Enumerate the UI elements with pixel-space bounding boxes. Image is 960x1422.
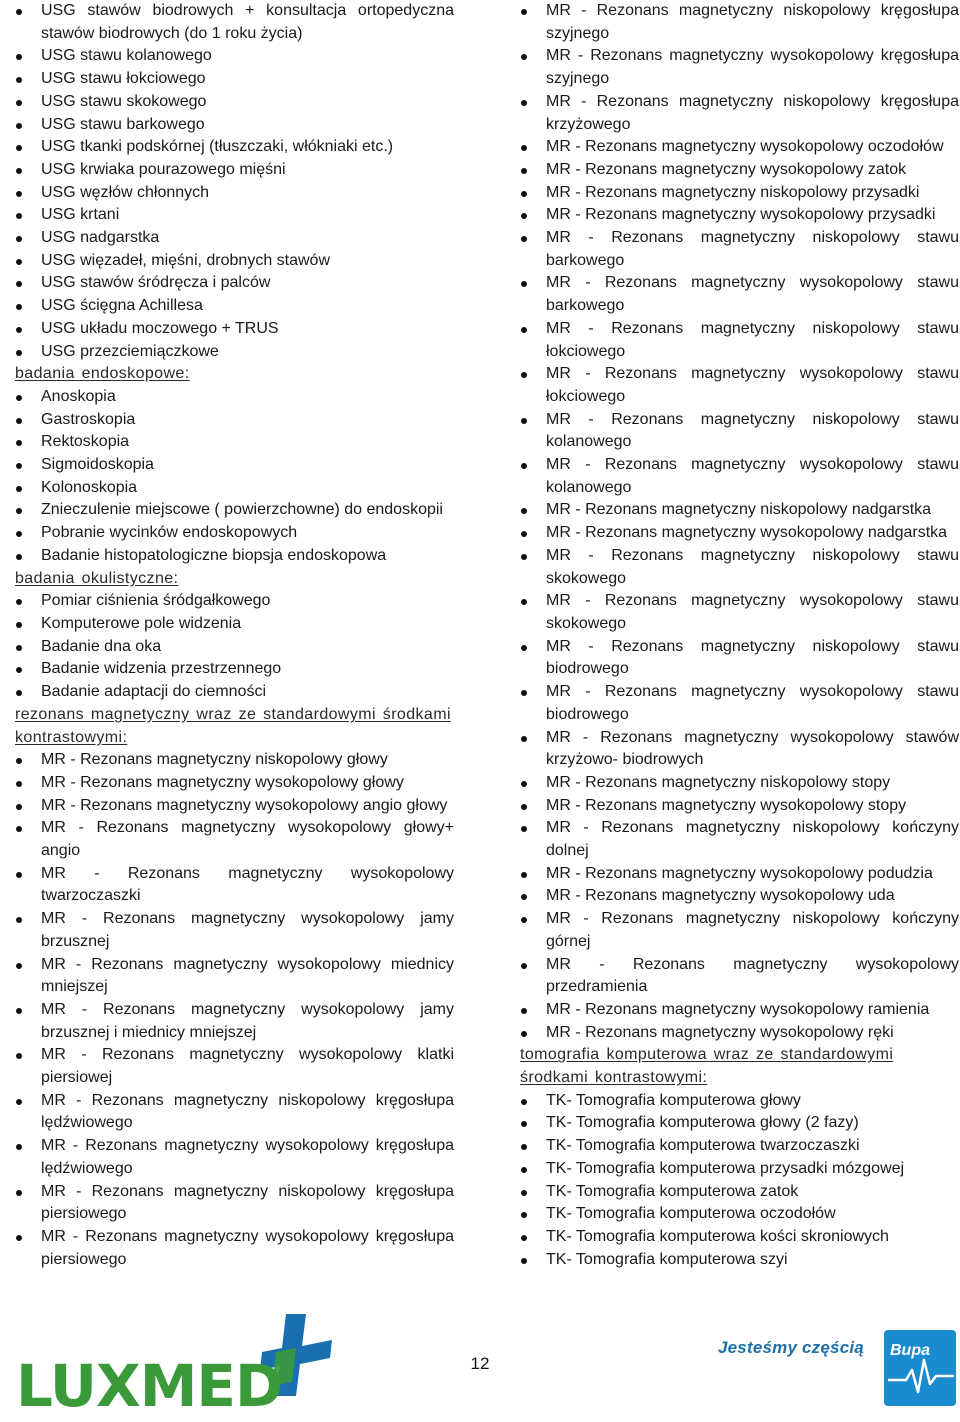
list-item: USG tkanki podskórnej (tłuszczaki, włókniaki etc.) [15,136,454,159]
list-item: USG krwiaka pourazowego mięśni [15,159,454,182]
ophthalmology-list [15,590,454,704]
list-item: MR - Rezonans magnetyczny niskopolowy stawu kolanowego [520,409,959,454]
list-item: Badanie adaptacji do ciemności [15,681,454,704]
list-item: MR - Rezonans magnetyczny wysokopolowy podudzia [520,863,959,886]
list-item: TK- Tomografia komputerowa twarzoczaszki [520,1135,959,1158]
list-item: MR - Rezonans magnetyczny niskopolowy głowy [15,749,454,772]
list-item: MR - Rezonans magnetyczny wysokopolowy zatok [520,159,959,182]
list-item: MR - Rezonans magnetyczny niskopolowy nadgarstka [520,499,959,522]
list-item: MR - Rezonans magnetyczny wysokopolowy kręgosłupa lędźwiowego [15,1135,454,1180]
list-item: TK- Tomografia komputerowa głowy [520,1090,959,1113]
list-item: USG stawów biodrowych + konsultacja ortopedyczna stawów biodrowych (do 1 roku życia) [15,0,454,45]
list-item: MR - Rezonans magnetyczny wysokopolowy stawu łokciowego [520,363,959,408]
list-item: MR - Rezonans magnetyczny niskopolowy stawu łokciowego [520,318,959,363]
left-column [15,0,454,1271]
list-item: MR - Rezonans magnetyczny wysokopolowy przysadki [520,204,959,227]
page-number: 12 [470,1354,490,1373]
list-item: MR - Rezonans magnetyczny wysokopolowy kręgosłupa piersiowego [15,1226,454,1271]
list-item: MR - Rezonans magnetyczny niskopolowy kręgosłupa lędźwiowego [15,1090,454,1135]
ct-list [520,1090,959,1272]
list-item: TK- Tomografia komputerowa przysadki mózgowej [520,1158,959,1181]
list-item: USG stawu kolanowego [15,45,454,68]
list-item: MR - Rezonans magnetyczny wysokopolowy kręgosłupa szyjnego [520,45,959,90]
list-item: USG krtani [15,204,454,227]
list-item: Rektoskopia [15,431,454,454]
list-item: USG układu moczowego + TRUS [15,318,454,341]
list-item: TK- Tomografia komputerowa oczodołów [520,1203,959,1226]
list-item: Badanie histopatologiczne biopsja endoskopowa [15,545,454,568]
list-item: USG węzłów chłonnych [15,182,454,205]
list-item: MR - Rezonans magnetyczny wysokopolowy stopy [520,795,959,818]
endoscopy-list [15,386,454,568]
bupa-logo [884,1330,956,1406]
list-item: MR - Rezonans magnetyczny wysokopolowy przedramienia [520,954,959,999]
list-item: MR - Rezonans magnetyczny wysokopolowy stawów krzyżowo- biodrowych [520,727,959,772]
list-item: Anoskopia [15,386,454,409]
list-item: MR - Rezonans magnetyczny wysokopolowy ramienia [520,999,959,1022]
right-column [520,0,959,1271]
list-item: MR - Rezonans magnetyczny wysokopolowy nadgarstka [520,522,959,545]
list-item: MR - Rezonans magnetyczny niskopolowy stawu barkowego [520,227,959,272]
list-item: Badanie dna oka [15,636,454,659]
list-item: Pobranie wycinków endoskopowych [15,522,454,545]
section-heading-endoscopy: badania endoskopowe: [15,365,190,383]
heartbeat-icon [884,1330,956,1406]
list-item: MR - Rezonans magnetyczny wysokopolowy klatki piersiowej [15,1044,454,1089]
list-item: MR - Rezonans magnetyczny wysokopolowy angio głowy [15,795,454,818]
list-item: USG stawu barkowego [15,114,454,137]
list-item: USG więzadeł, mięśni, drobnych stawów [15,250,454,273]
list-item: MR - Rezonans magnetyczny wysokopolowy miednicy mniejszej [15,954,454,999]
section-heading-mr: rezonans magnetyczny wraz ze standardowymi środkami kontrastowymi: [15,705,451,746]
list-item: MR - Rezonans magnetyczny wysokopolowy stawu biodrowego [520,681,959,726]
page-footer [0,1300,960,1422]
mr-list-right [520,0,959,1044]
list-item: MR - Rezonans magnetyczny wysokopolowy oczodołów [520,136,959,159]
list-item: USG stawu łokciowego [15,68,454,91]
list-item: TK- Tomografia komputerowa zatok [520,1181,959,1204]
usg-list [15,0,454,363]
list-item: USG przezciemiączkowe [15,341,454,364]
list-item: Znieczulenie miejscowe ( powierzchowne) do endoskopii [15,499,454,522]
list-item: Gastroskopia [15,409,454,432]
list-item: MR - Rezonans magnetyczny wysokopolowy głowy+ angio [15,817,454,862]
list-item: MR - Rezonans magnetyczny niskopolowy stawu biodrowego [520,636,959,681]
list-item: MR - Rezonans magnetyczny wysokopolowy twarzoczaszki [15,863,454,908]
list-item: MR - Rezonans magnetyczny niskopolowy kręgosłupa szyjnego [520,0,959,45]
list-item: USG stawu skokowego [15,91,454,114]
partner-tagline: Jesteśmy częścią [718,1338,864,1357]
list-item: MR - Rezonans magnetyczny wysokopolowy głowy [15,772,454,795]
section-heading-ct: tomografia komputerowa wraz ze standardowymi środkami kontrastowymi: [520,1046,894,1087]
list-item: MR - Rezonans magnetyczny wysokopolowy ręki [520,1022,959,1045]
list-item: Pomiar ciśnienia śródgałkowego [15,590,454,613]
list-item: TK- Tomografia komputerowa kości skroniowych [520,1226,959,1249]
list-item: MR - Rezonans magnetyczny niskopolowy kręgosłupa piersiowego [15,1181,454,1226]
mr-list-left [15,749,454,1271]
list-item: USG stawów śródręcza i palców [15,272,454,295]
list-item: USG nadgarstka [15,227,454,250]
list-item: Sigmoidoskopia [15,454,454,477]
list-item: MR - Rezonans magnetyczny wysokopolowy uda [520,885,959,908]
list-item: MR - Rezonans magnetyczny niskopolowy przysadki [520,182,959,205]
list-item: MR - Rezonans magnetyczny niskopolowy kończyny dolnej [520,817,959,862]
list-item: MR - Rezonans magnetyczny wysokopolowy stawu kolanowego [520,454,959,499]
list-item: Badanie widzenia przestrzennego [15,658,454,681]
list-item: MR - Rezonans magnetyczny niskopolowy stopy [520,772,959,795]
list-item: USG ścięgna Achillesa [15,295,454,318]
list-item: MR - Rezonans magnetyczny wysokopolowy stawu barkowego [520,272,959,317]
list-item: MR - Rezonans magnetyczny wysokopolowy stawu skokowego [520,590,959,635]
list-item: Komputerowe pole widzenia [15,613,454,636]
bupa-wordmark: Bupa [890,1342,930,1359]
partner-logo [718,1330,958,1410]
list-item: TK- Tomografia komputerowa głowy (2 fazy) [520,1112,959,1135]
list-item: MR - Rezonans magnetyczny niskopolowy kręgosłupa krzyżowego [520,91,959,136]
list-item: MR - Rezonans magnetyczny wysokopolowy jamy brzusznej [15,908,454,953]
luxmed-wordmark: LUXMED [16,1352,283,1410]
section-heading-ophthalmology: badania okulistyczne: [15,569,179,587]
list-item: TK- Tomografia komputerowa szyi [520,1249,959,1272]
list-item: Kolonoskopia [15,477,454,500]
list-item: MR - Rezonans magnetyczny wysokopolowy jamy brzusznej i miednicy mniejszej [15,999,454,1044]
list-item: MR - Rezonans magnetyczny niskopolowy stawu skokowego [520,545,959,590]
list-item: MR - Rezonans magnetyczny niskopolowy kończyny górnej [520,908,959,953]
